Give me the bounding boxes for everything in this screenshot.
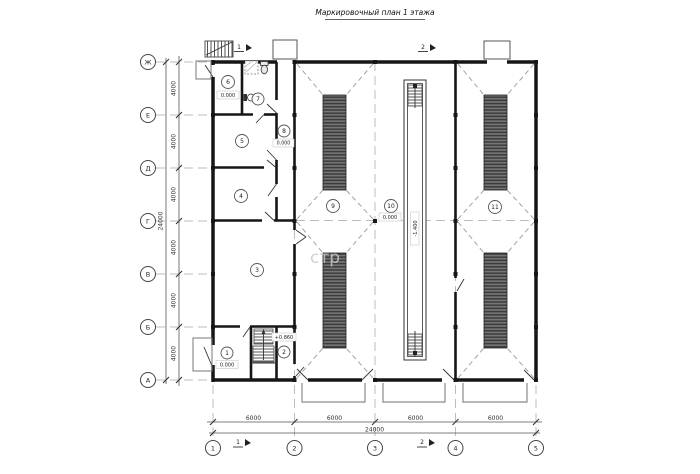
loading-platform bbox=[302, 383, 365, 402]
level-mark: 0.000 bbox=[276, 141, 291, 147]
room-number: 11 bbox=[491, 204, 499, 212]
room-number: 9 bbox=[331, 203, 335, 211]
axis-label: В bbox=[145, 270, 151, 279]
section-mark-label: 1 bbox=[236, 439, 240, 446]
dim-label: 6000 bbox=[326, 415, 343, 422]
room-number: 3 bbox=[255, 267, 259, 275]
axis-label: 2 bbox=[292, 444, 297, 453]
skylight-strip bbox=[484, 253, 507, 348]
dim-total-width: 24000 bbox=[364, 426, 385, 434]
axis-label: А bbox=[145, 376, 151, 385]
room-number: 10 bbox=[387, 203, 395, 211]
dim-label: 6000 bbox=[407, 415, 424, 422]
dim-label: 4000 bbox=[170, 186, 178, 203]
row-axis-bubbles bbox=[141, 55, 156, 388]
axis-label: 5 bbox=[533, 444, 539, 453]
section-mark-label: 2 bbox=[421, 44, 425, 51]
axis-label: 3 bbox=[372, 444, 378, 453]
loading-platform bbox=[463, 383, 527, 402]
sink-mount bbox=[244, 94, 248, 101]
hall-9-skylights bbox=[297, 64, 373, 378]
section-mark-label: 1 bbox=[237, 44, 241, 51]
left-dimensions bbox=[158, 56, 183, 386]
section-flag bbox=[246, 44, 252, 51]
page-title: Маркировочный план 1 этажа bbox=[315, 8, 435, 17]
axis-label: Е bbox=[145, 111, 151, 120]
dim-total-height: 24000 bbox=[157, 211, 165, 231]
axis-label: Д bbox=[145, 164, 151, 173]
dim-label: 4000 bbox=[170, 345, 178, 362]
room-number: 5 bbox=[240, 138, 244, 146]
drawing-title bbox=[315, 8, 435, 20]
level-mark: +0.860 bbox=[274, 334, 294, 341]
vestibule-top-right bbox=[484, 41, 510, 59]
room-number: 2 bbox=[282, 349, 286, 357]
section-flag bbox=[245, 439, 251, 446]
loading-platform bbox=[383, 383, 445, 402]
room-number: 6 bbox=[226, 79, 230, 87]
section-flag bbox=[430, 44, 436, 51]
section-flag bbox=[429, 439, 435, 446]
axis-label: Ж bbox=[144, 58, 152, 67]
watermark-text: стр bbox=[310, 248, 341, 268]
level-mark: 0.000 bbox=[219, 362, 235, 369]
skylight-strip bbox=[323, 95, 346, 190]
dim-label: 4000 bbox=[170, 239, 178, 256]
level-mark: 0.000 bbox=[220, 92, 236, 99]
room-number: 4 bbox=[239, 193, 243, 201]
section-mark-label: 2 bbox=[420, 439, 424, 446]
pit-anchor bbox=[413, 351, 417, 355]
room-number: 7 bbox=[256, 96, 260, 104]
dim-label: 6000 bbox=[245, 415, 262, 422]
skylight-strip bbox=[484, 95, 507, 190]
axis-label: Г bbox=[146, 217, 150, 226]
axis-label: Б bbox=[145, 323, 151, 332]
axis-label: 4 bbox=[453, 444, 458, 453]
room-number: 1 bbox=[225, 350, 229, 358]
level-mark: 0.000 bbox=[382, 214, 398, 221]
dim-label: 4000 bbox=[170, 292, 178, 309]
toilet-bowl bbox=[261, 65, 267, 74]
room-number: 8 bbox=[282, 128, 286, 136]
vestibule-top-left bbox=[273, 40, 297, 59]
axis-label: 1 bbox=[210, 444, 216, 453]
col-axis-bubbles bbox=[206, 441, 544, 456]
pit-anchor bbox=[413, 84, 417, 88]
dim-label: 4000 bbox=[170, 133, 178, 150]
porch-lower-left bbox=[193, 338, 212, 371]
pit-level-mark: -1.400 bbox=[413, 220, 419, 237]
dim-label: 4000 bbox=[170, 80, 178, 97]
dim-label: 6000 bbox=[487, 415, 504, 422]
